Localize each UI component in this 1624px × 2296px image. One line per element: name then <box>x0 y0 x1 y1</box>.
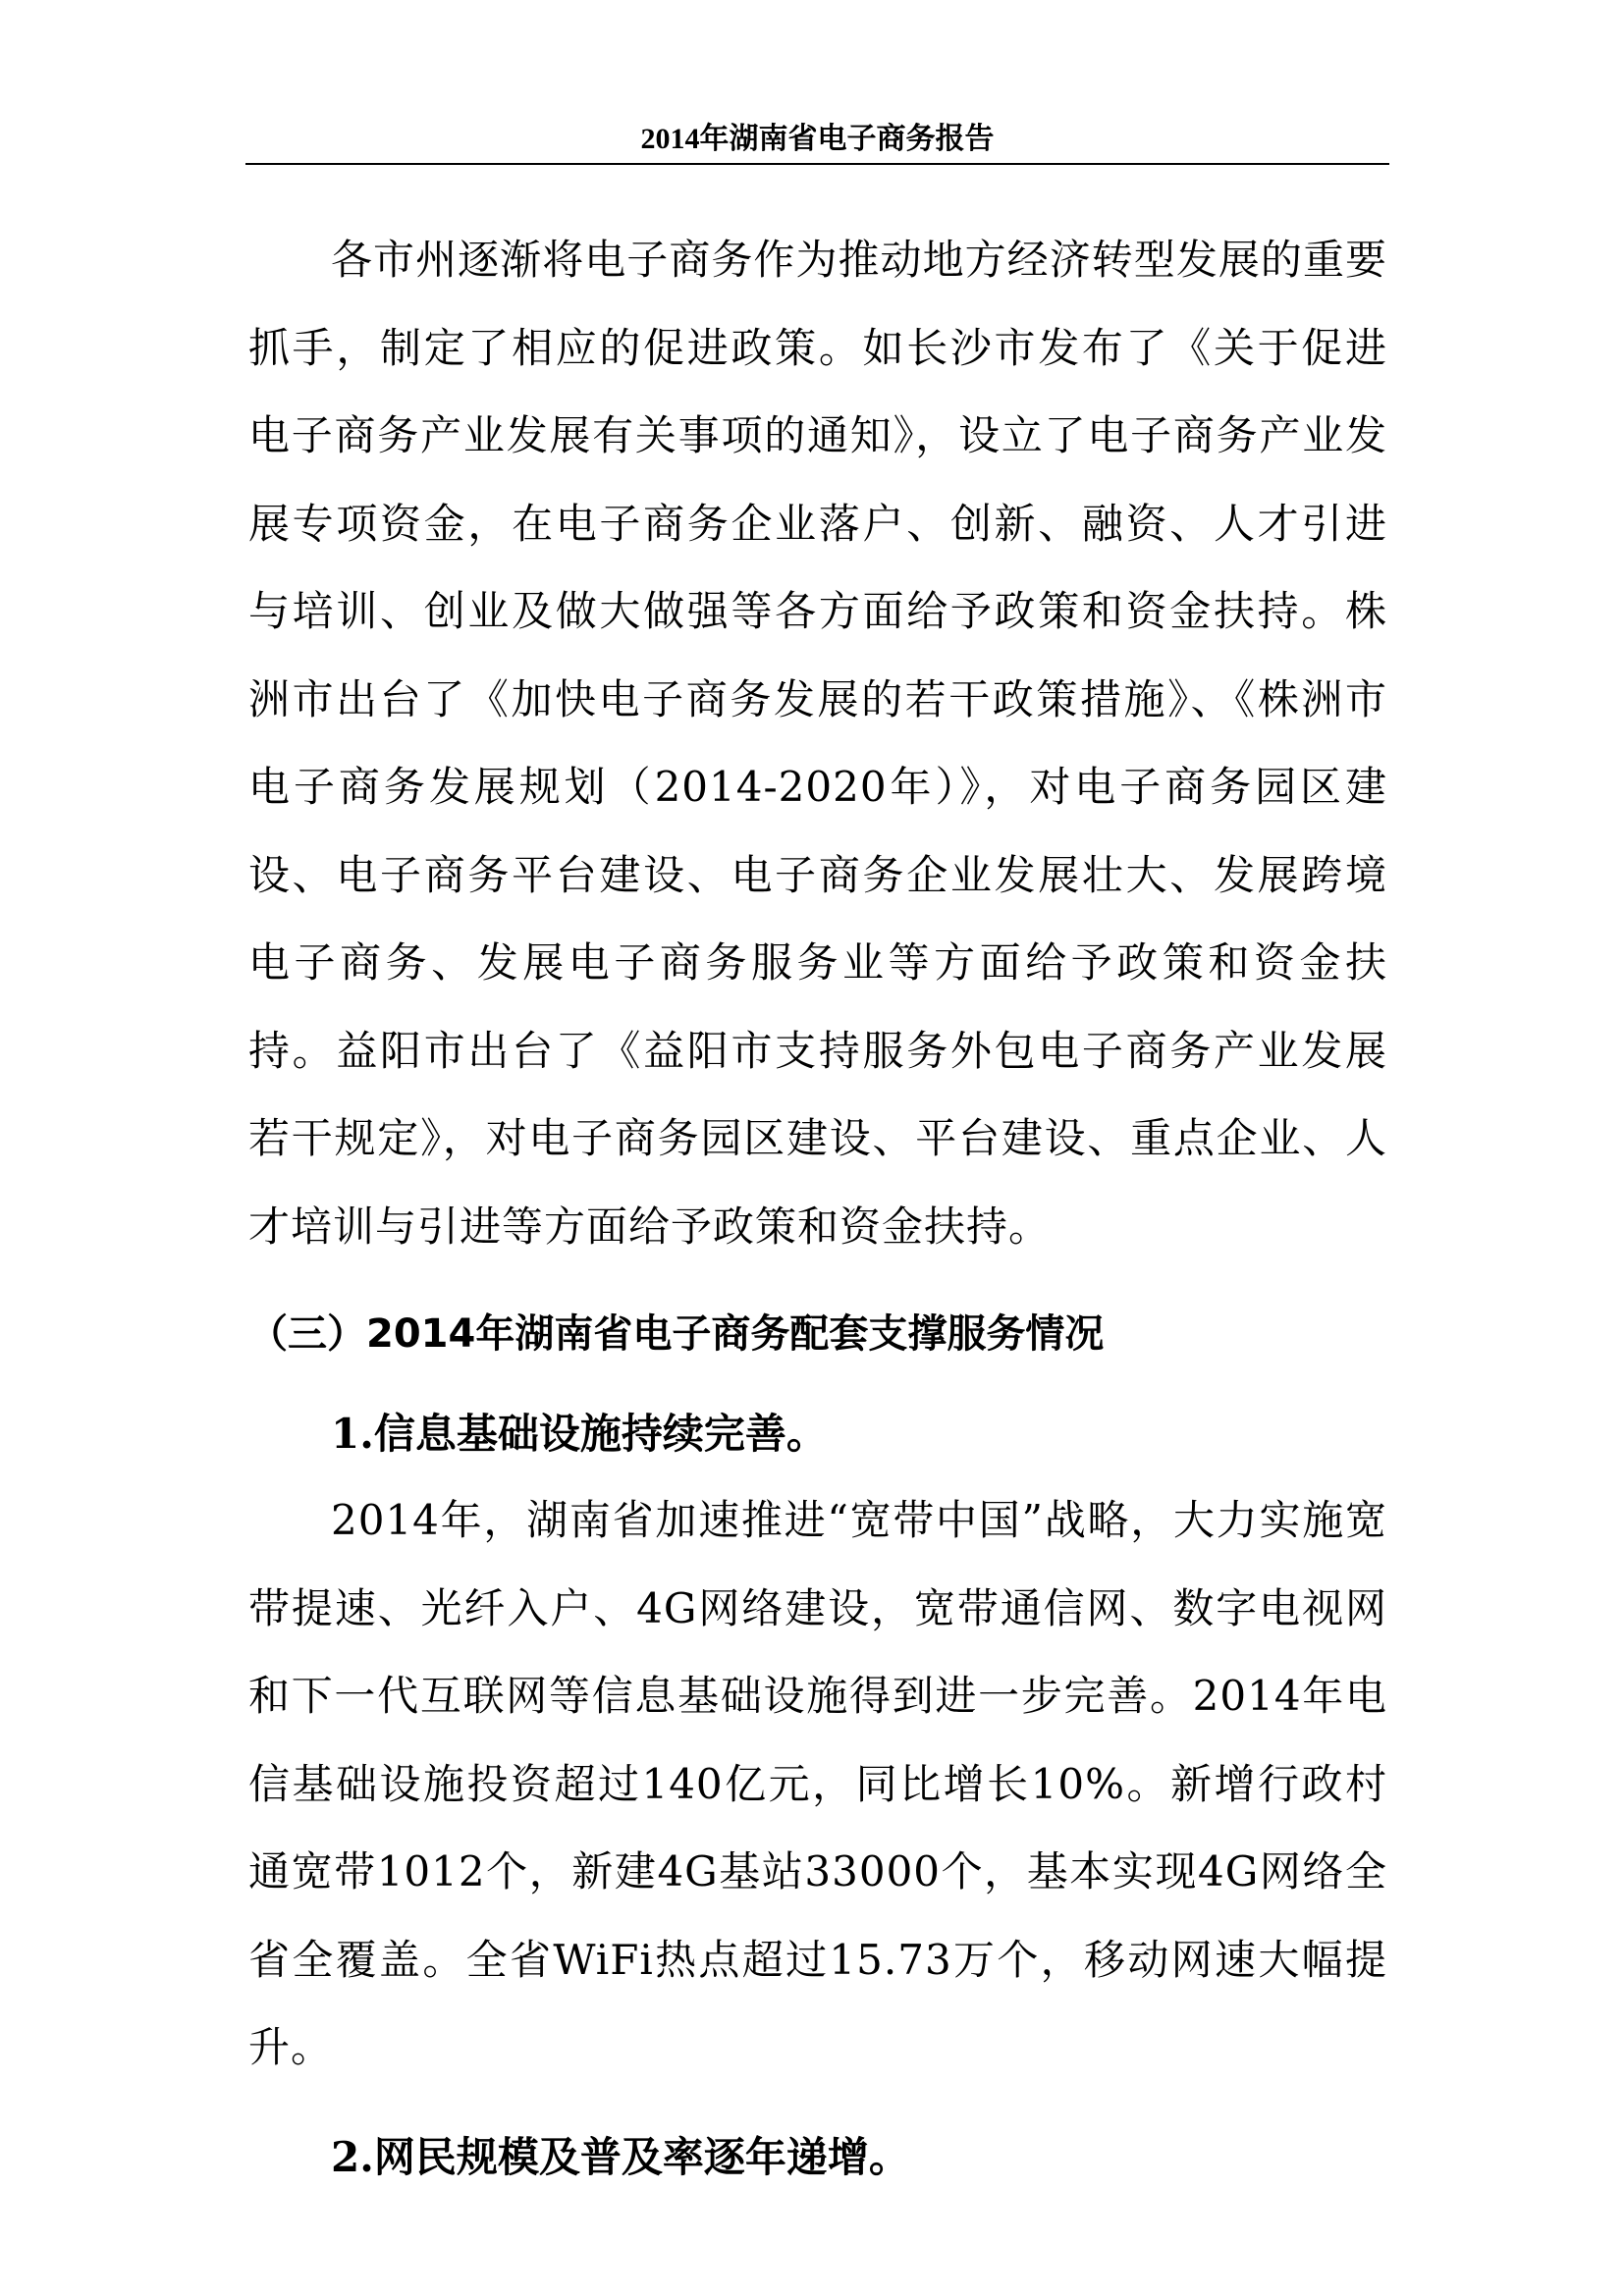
document-body <box>248 216 1387 2200</box>
infrastructure-paragraph: 2014年，湖南省加速推进“宽带中国”战略，大力实施宽带提速、光纤入户、4G网络建设，宽带通信网、数字电视网和下一代互联网等信息基础设施得到进一步完善。2014年电信基础设施投资超过140亿元，同比增长10%。新增行政村通宽带1012个，新建4G基站33000个，基本实现4G网络全省全覆盖。全省WiFi热点超过15.73万个，移动网速大幅提升。 <box>248 1496 1387 2071</box>
running-header: 2014年湖南省电子商务报告 <box>640 123 995 155</box>
subsection-heading-infrastructure: 1.信息基础设施持续完善。 <box>331 1410 828 1458</box>
policy-paragraph: 各市州逐渐将电子商务作为推动地方经济转型发展的重要抓手，制定了相应的促进政策。如长沙市发布了《关于促进电子商务产业发展有关事项的通知》，设立了电子商务产业发展专项资金，在电子商务企业落户、创新、融资、人才引进与培训、创业及做大做强等各方面给予政策和资金扶持。株洲市出台了《加快电子商务发展的若干政策措施》、《株洲市电子商务发展规划（2014-2020年）》，对电子商务园区建设、电子商务平台建设、电子商务企业发展壮大、发展跨境电子商务、发展电子商务服务业等方面给予政策和资金扶持。益阳市出台了《益阳市支持服务外包电子商务产业发展若干规定》，对电子商务园区建设、平台建设、重点企业、人才培训与引进等方面给予政策和资金扶持。 <box>248 236 1387 1251</box>
section-heading: （三）2014年湖南省电子商务配套支撑服务情况 <box>248 1311 1105 1357</box>
header-rule <box>245 163 1389 165</box>
subsection-heading-netizens: 2.网民规模及普及率逐年递增。 <box>331 2132 910 2181</box>
